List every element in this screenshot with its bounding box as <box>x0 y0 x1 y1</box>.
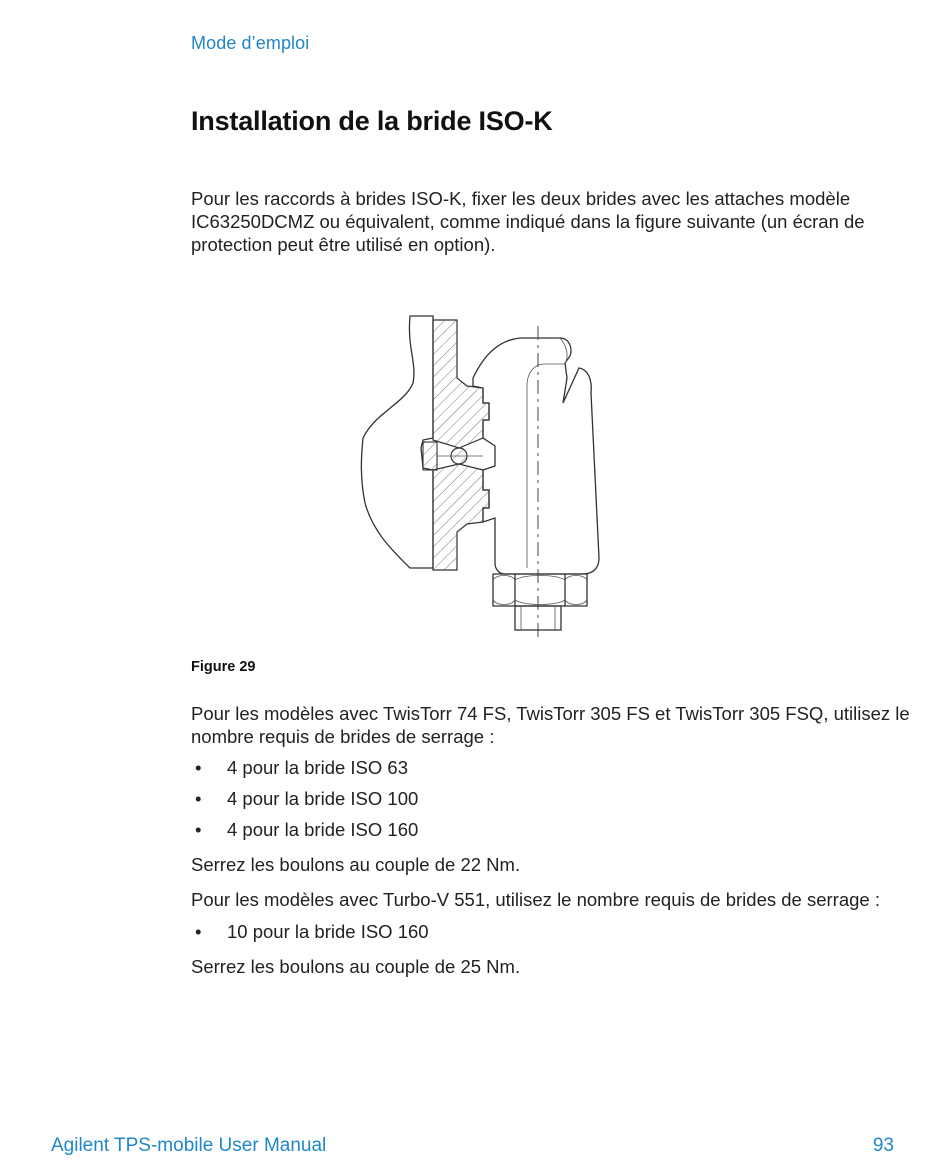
bullet-icon: • <box>195 757 202 778</box>
bullet-icon: • <box>195 921 202 942</box>
lower-flange-section <box>433 464 489 570</box>
list-item-text: 4 pour la bride ISO 160 <box>227 819 419 840</box>
figure-caption: Figure 29 <box>191 659 256 675</box>
list-item <box>191 818 418 841</box>
upper-flange-section <box>433 320 489 448</box>
page-title: Installation de la bride ISO-K <box>191 106 553 136</box>
models-b-paragraph: Pour les modèles avec Turbo-V 551, utilisez le nombre requis de brides de serrage : <box>191 889 880 910</box>
list-item-text: 10 pour la bride ISO 160 <box>227 921 429 942</box>
bullet-icon: • <box>195 788 202 809</box>
page-number: 93 <box>872 1135 894 1156</box>
bullet-icon: • <box>195 819 202 840</box>
centering-ring <box>423 442 437 470</box>
list-item <box>191 756 408 779</box>
torque-note-b: Serrez les boulons au couple de 25 Nm. <box>191 956 521 977</box>
clamp-drawing <box>355 308 605 648</box>
models-a-paragraph: Pour les modèles avec TwisTorr 74 FS, TwisTorr 305 FS et TwisTorr 305 FSQ, utilisez le nombre requis de brides de serrage : <box>191 703 910 747</box>
list-item <box>191 920 429 943</box>
list-item <box>191 787 418 810</box>
intro-paragraph: Pour les raccords à brides ISO-K, fixer les deux brides avec les attaches modèle IC63250DCMZ ou équivalent, comme indiqué dans la figure suivante (un écran de protection peut être utilisé en option). <box>191 188 865 255</box>
nut <box>493 574 587 606</box>
torque-note-a: Serrez les boulons au couple de 22 Nm. <box>191 854 521 875</box>
footer-manual-title: Agilent TPS-mobile User Manual <box>51 1135 327 1156</box>
list-item-text: 4 pour la bride ISO 63 <box>227 757 408 778</box>
upper-flange-outline <box>361 316 433 568</box>
clamp-body <box>473 338 599 574</box>
iso-k-clamp-figure <box>355 308 605 648</box>
section-header: Mode d’emploi <box>191 33 310 53</box>
list-item-text: 4 pour la bride ISO 100 <box>227 788 419 809</box>
